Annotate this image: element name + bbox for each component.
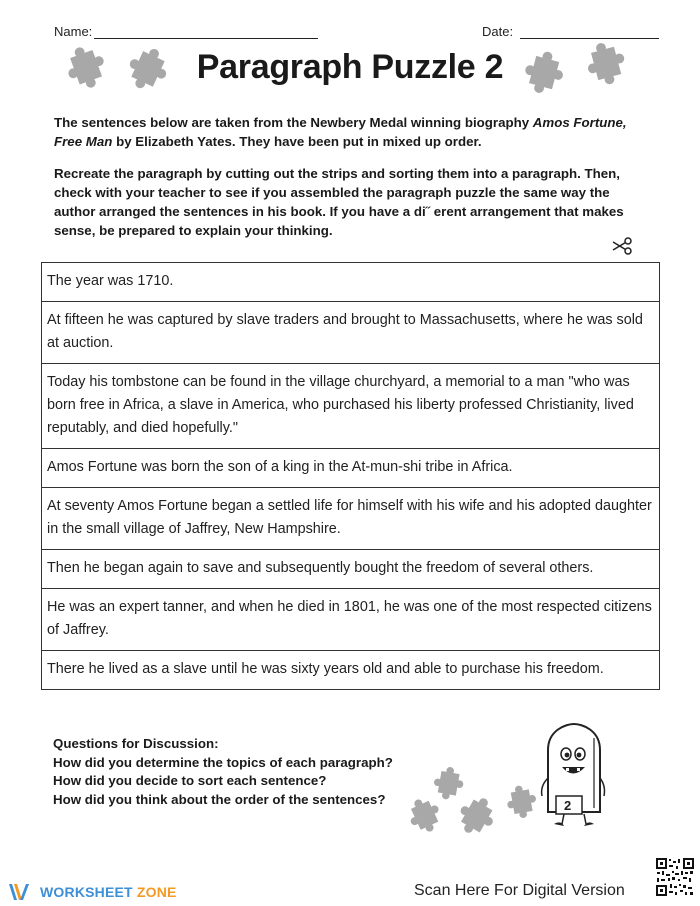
question-item: How did you decide to sort each sentence?: [53, 773, 327, 788]
sentence-strip[interactable]: There he lived as a slave until he was sixty years old and able to purchase his freedom.: [42, 650, 659, 689]
brand-part2: ZONE: [136, 884, 177, 900]
book-title: Amos Fortune, Free Man: [54, 115, 627, 149]
name-date-row: [54, 22, 659, 42]
question-item: How did you think about the order of the sentences?: [53, 791, 386, 807]
intro-paragraph: [54, 113, 654, 151]
mascot-badge-number: 2: [564, 798, 572, 813]
sentence-strip[interactable]: Then he began again to save and subsequently bought the freedom of several others.: [42, 549, 659, 588]
qr-code-icon[interactable]: [655, 857, 695, 897]
intro-text-end: by Elizabeth Yates. They have been put in mixed up order.: [112, 134, 482, 149]
sentence-strip[interactable]: He was an expert tanner, and when he died in 1801, he was one of the most respected citizens of Jaffrey.: [42, 588, 659, 650]
sentence-strips: [41, 262, 660, 690]
discussion-questions: [53, 735, 393, 809]
puzzle-piece-icon: [503, 785, 537, 819]
worksheetzone-logo[interactable]: [8, 880, 177, 904]
brand-name: [40, 884, 177, 900]
puzzle-piece-icon: [405, 798, 441, 834]
worksheetzone-logo-icon: [8, 882, 34, 902]
sentence-strip[interactable]: At seventy Amos Fortune began a settled life for himself with his wife and his adopted daughter in the small village of Jaffrey, New Hampshire.: [42, 487, 659, 549]
scan-instruction: Scan Here For Digital Version: [414, 882, 625, 899]
instructions-paragraph: Recreate the paragraph by cutting out the strips and sorting them into a paragraph. Then, check with your teacher to see if you assembled the paragraph puzzle the same way the author arranged the sentences in his book. If you have a di˝ erent arrangement that makes sense, be prepared to explain your thinking.: [54, 166, 624, 238]
puzzle-mascot-illustration: [534, 720, 614, 830]
name-label: Name:: [54, 24, 93, 39]
sentence-strip[interactable]: Amos Fortune was born the son of a king in the At-mun-shi tribe in Africa.: [42, 448, 659, 487]
scissors-icon: [611, 236, 633, 256]
sentence-strip[interactable]: The year was 1710.: [47, 273, 174, 289]
puzzle-piece-icon: [455, 795, 495, 835]
intro-text: The sentences below are taken from the Newbery Medal winning biography: [54, 115, 533, 130]
question-item: How did you determine the topics of each paragraph?: [53, 754, 393, 770]
sentence-strip[interactable]: Today his tombstone can be found in the village churchyard, a memorial to a man "who was born free in Africa, a slave in America, who purchased his liberty professed Christianity, lived reputably, and died hopefully.": [42, 363, 659, 448]
sentence-strip[interactable]: At fifteen he was captured by slave traders and brought to Massachusetts, where he was sold at auction.: [42, 301, 659, 363]
name-line[interactable]: [94, 38, 318, 39]
date-line[interactable]: [520, 38, 659, 39]
page-title: Paragraph Puzzle 2: [196, 48, 504, 86]
questions-heading: Questions for Discussion:: [53, 736, 219, 751]
brand-part1: WORKSHEET: [40, 884, 133, 900]
date-label: Date:: [482, 24, 514, 39]
